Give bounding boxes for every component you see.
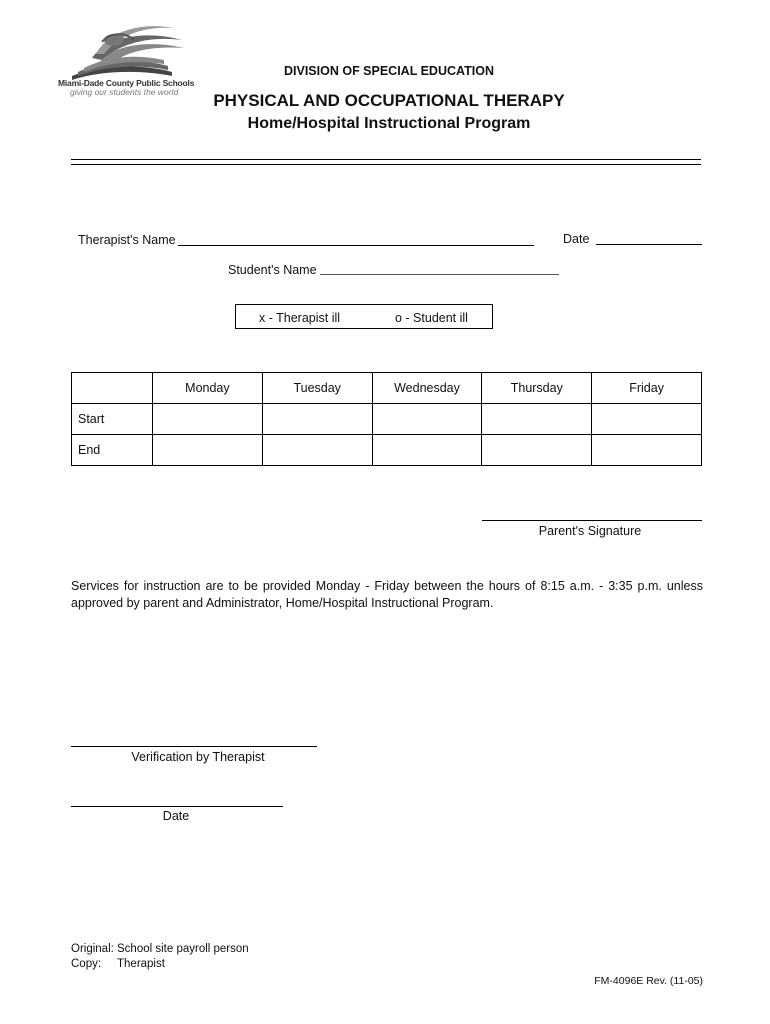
student-name-field[interactable] [320,274,559,275]
footer-copy-label: Copy: [71,958,102,970]
form-subtitle: Home/Hospital Instructional Program [247,115,531,132]
column-header-wednesday: Wednesday [372,373,482,404]
table-corner-cell [72,373,153,404]
column-header-tuesday: Tuesday [262,373,372,404]
legend-student-ill: o - Student ill [395,311,468,325]
end-monday-cell[interactable] [153,435,263,466]
column-header-thursday: Thursday [482,373,592,404]
student-name-label: Student's Name [228,263,317,277]
parent-signature-field[interactable] [482,520,702,521]
end-friday-cell[interactable] [592,435,702,466]
logo-tagline: giving our students the world [70,87,179,97]
column-header-monday: Monday [153,373,263,404]
verification-signature-field[interactable] [71,746,317,747]
header-rule-bottom [71,164,701,165]
logo-name: Miami-Dade County Public Schools [58,78,195,88]
schedule-table [71,372,702,466]
end-wednesday-cell[interactable] [372,435,482,466]
row-label-end: End [72,435,153,466]
column-header-friday: Friday [592,373,702,404]
services-paragraph: Services for instruction are to be provided Monday - Friday between the hours of 8:15 a.m. - 3:35 p.m. unless approved by parent and Administrator, Home/Hospital Instructional Program. [71,579,703,610]
date-label: Date [563,232,590,246]
form-number: FM-4096E Rev. (11-05) [594,975,703,987]
parent-signature-label: Parent's Signature [538,524,642,538]
table-header-row [72,373,702,404]
start-friday-cell[interactable] [592,404,702,435]
therapist-name-label: Therapist's Name [78,233,176,247]
start-thursday-cell[interactable] [482,404,592,435]
footer-copy-value: Therapist [117,958,165,970]
verification-date-field[interactable] [71,806,283,807]
verification-label: Verification by Therapist [131,750,265,764]
end-tuesday-cell[interactable] [262,435,372,466]
legend-therapist-ill: x - Therapist ill [259,311,341,325]
division-heading: DIVISION OF SPECIAL EDUCATION [284,64,494,78]
start-monday-cell[interactable] [153,404,263,435]
end-thursday-cell[interactable] [482,435,592,466]
therapist-name-field[interactable] [178,245,534,246]
footer-original-label: Original: [71,943,114,955]
start-tuesday-cell[interactable] [262,404,372,435]
row-label-start: Start [72,404,153,435]
date-field[interactable] [596,244,702,245]
table-row [72,435,702,466]
start-wednesday-cell[interactable] [372,404,482,435]
header-rule-top [71,159,701,160]
form-title: PHYSICAL AND OCCUPATIONAL THERAPY [213,91,565,110]
footer-original-value: School site payroll person [117,943,249,955]
verification-date-label: Date [162,809,190,823]
table-row [72,404,702,435]
